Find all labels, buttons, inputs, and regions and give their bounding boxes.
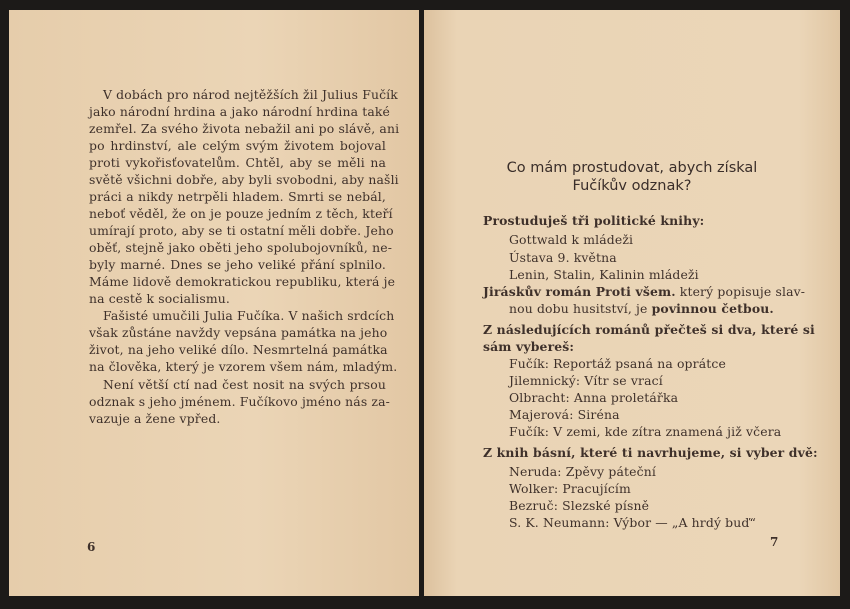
text-line: byly marné. Dnes se jeho veliké přání splnilo. [89, 257, 386, 272]
list-item: Lenin, Stalin, Kalinin mládeži [509, 267, 699, 282]
text-line: zemřel. Za svého života nebažil ani po slávě, ani [89, 121, 400, 136]
text-line: Máme lidově demokratickou republiku, která je [89, 274, 396, 289]
list-item: Olbracht: Anna proletářka [509, 390, 679, 405]
page-title: Co mám prostudovat, abych získal [506, 160, 758, 176]
text-line: neboť věděl, že on je pouze jedním z těch, kteří [89, 206, 393, 221]
text-line: po hrdinství, ale celým svým životem bojoval [89, 138, 386, 153]
text-line: V dobách pro národ nejtěžších žil Julius Fučík [103, 87, 398, 102]
page-number: 6 [87, 540, 96, 554]
list-item: Neruda: Zpěvy páteční [509, 464, 656, 479]
text-line: vazuje a žene vpřed. [89, 411, 221, 426]
text-line [483, 284, 805, 300]
text-line: na cestě k socialismu. [89, 291, 230, 306]
section-heading: Prostuduješ tři politické knihy: [483, 213, 705, 228]
text: který popisuje slav- [675, 284, 806, 299]
list-item: Fučík: V zemi, kde zítra znamená již včera [509, 424, 782, 439]
text-line: světě všichni dobře, aby byli svobodni, aby našli [89, 172, 399, 187]
list-item: Majerová: Siréna [509, 407, 620, 422]
text-line: práci a nikdy netrpěli hladem. Smrti se nebál, [89, 189, 386, 204]
text-line: proti vykořisťovatelům. Chtěl, aby se měli na [89, 155, 386, 170]
right-page [424, 10, 840, 596]
section-heading: sám vybereš: [483, 339, 575, 354]
bold-text: povinnou četbou. [651, 301, 774, 316]
text-line: život, na jeho veliké dílo. Nesmrtelná památka [89, 342, 388, 357]
section-heading: Z následujících románů přečteš si dva, které si [483, 322, 815, 337]
page-title: Fučíkův odznak? [572, 178, 692, 194]
text-line [509, 301, 774, 317]
text-line: Fašisté umučili Julia Fučíka. V našich srdcích [103, 308, 395, 323]
list-item: Jilemnický: Vítr se vrací [509, 373, 663, 388]
text-line: však zůstáne navždy vepsána památka na jeho [89, 325, 388, 340]
text-line: na člověka, který je vzorem všem nám, mladým. [89, 359, 398, 374]
text: nou dobu husitství, je [509, 301, 652, 316]
text-line: odznak s jeho jménem. Fučíkovo jméno nás za- [89, 394, 390, 409]
text-line: umírají proto, aby se ti ostatní měli dobře. Jeho [89, 223, 394, 238]
list-item: Bezruč: Slezské písně [509, 498, 650, 513]
list-item: Wolker: Pracujícím [509, 481, 631, 496]
section-heading: Z knih básní, které ti navrhujeme, si vyber dvě: [483, 445, 818, 460]
list-item: Gottwald k mládeži [509, 232, 634, 247]
page-number: 7 [770, 535, 779, 549]
bold-text: Jiráskův román Proti všem. [483, 284, 676, 299]
left-page [9, 10, 419, 596]
list-item: S. K. Neumann: Výbor — „A hrdý buď“ [509, 515, 756, 530]
text-line: oběť, stejně jako oběti jeho spolubojovníků, ne- [89, 240, 393, 255]
list-item: Ústava 9. května [509, 250, 617, 265]
text-line: Není větší ctí nad čest nosit na svých prsou [103, 377, 386, 392]
text-line: jako národní hrdina a jako národní hrdina také [89, 104, 391, 119]
list-item: Fučík: Reportáž psaná na oprátce [509, 356, 726, 371]
